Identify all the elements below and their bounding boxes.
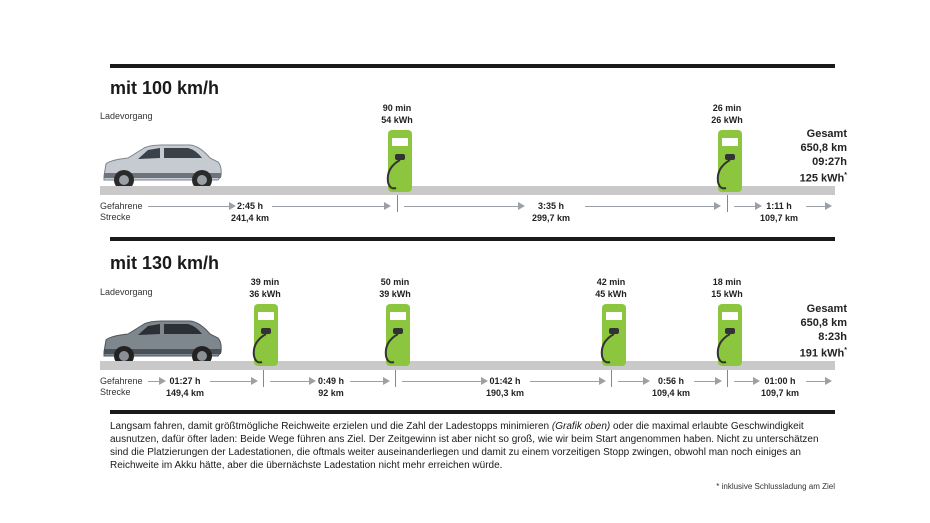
bottom-seg-2-time: 0:49 h — [317, 376, 344, 386]
bottom-arrow-10 — [806, 381, 826, 382]
top-heading: mit 100 km/h — [110, 78, 220, 98]
bottom-total-title: Gesamt — [806, 303, 847, 315]
bottom-seg-2-label — [286, 375, 376, 399]
charger-icon — [710, 128, 750, 194]
top-arrow-6 — [806, 206, 826, 207]
bottom-seg-1-distance: 149,4 km — [165, 388, 205, 398]
top-strecke-line-1: Gefahrene — [100, 201, 143, 211]
bottom-stop-2-time: 50 min — [380, 277, 410, 287]
charger-icon — [378, 302, 418, 368]
top-arrow-4 — [585, 206, 715, 207]
bottom-arrow-8 — [694, 381, 716, 382]
bottom-arrow-6 — [530, 381, 600, 382]
bottom-stop-3-energy: 45 kWh — [595, 289, 627, 299]
bottom-seg-4-time: 0:56 h — [657, 376, 684, 386]
top-seg-1-distance: 241,4 km — [230, 213, 270, 223]
bottom-seg-3-distance: 190,3 km — [485, 388, 525, 398]
top-seg-1-time: 2:45 h — [236, 201, 263, 211]
bottom-stop-1-label — [230, 276, 300, 300]
caption-paragraph — [110, 420, 835, 472]
top-total-title: Gesamt — [806, 128, 847, 140]
bottom-stop-3-label — [576, 276, 646, 300]
top-seg-2-distance: 299,7 km — [531, 213, 571, 223]
caption-rule — [110, 410, 835, 414]
bottom-seg-4-label — [626, 375, 716, 399]
charger-icon — [710, 302, 750, 368]
bottom-arrow-2 — [210, 381, 252, 382]
bottom-seg-1-label — [140, 375, 230, 399]
top-seg-3-time: 1:11 h — [766, 201, 792, 211]
bottom-total-energy: 191 kWh — [799, 347, 845, 360]
bottom-heading: mit 130 km/h — [110, 253, 220, 273]
bottom-strecke-line-1: Gefahrene — [100, 376, 143, 386]
top-seg-2-time: 3:35 h — [537, 201, 564, 211]
bottom-tick-1 — [263, 370, 264, 387]
top-stop-1-energy: 54 kWh — [381, 115, 413, 125]
footnote: * inklusive Schlussladung am Ziel — [716, 482, 835, 491]
bottom-strecke-line-2: Strecke — [100, 387, 131, 397]
bottom-stop-2-label — [360, 276, 430, 300]
top-total — [765, 127, 847, 186]
bottom-tick-3 — [611, 370, 612, 387]
car-illustration-top — [98, 140, 224, 192]
bottom-stop-2-energy: 39 kWh — [379, 289, 411, 299]
top-arrow-3 — [404, 206, 519, 207]
top-strecke-line-2: Strecke — [100, 212, 131, 222]
top-strecke-label — [100, 201, 143, 223]
top-stop-1-time: 90 min — [382, 103, 412, 113]
top-stop-2-time: 26 min — [712, 103, 742, 113]
bottom-stop-4-label — [692, 276, 762, 300]
bottom-total-mark: * — [844, 347, 847, 354]
bottom-stop-4-energy: 15 kWh — [711, 289, 743, 299]
bottom-strecke-label — [100, 376, 143, 398]
bottom-stop-1-energy: 36 kWh — [249, 289, 281, 299]
bottom-stop-4-time: 18 min — [712, 277, 742, 287]
bottom-seg-5-time: 01:00 h — [764, 376, 796, 386]
caption-part-2: oder die maximal erlaubte Geschwindigkeit ausnutzen, dafür öfter laden: Beide Wege führen ans Ziel. Der Zeitgewinn ist aber nicht so groß, wie wir beim Start angenommen haben. Nicht zu unterschätzen sind die Platzierungen der Ladestationen, die oftmals weiter auseinanderliegen und damit zu einem vorzeitigen Stopp zwingen, obwohl man noch einiges an Reichweite im Akku hätte, aber die übernächste Ladestation nicht mehr erreichen würde. — [110, 421, 819, 471]
bottom-total-time: 8:23h — [818, 331, 847, 343]
charger-icon — [594, 302, 634, 368]
top-stop-2-energy: 26 kWh — [711, 115, 743, 125]
bottom-tick-2 — [395, 370, 396, 387]
bottom-seg-1-time: 01:27 h — [169, 376, 201, 386]
top-tick-1 — [397, 195, 398, 212]
top-tick-2 — [727, 195, 728, 212]
bottom-seg-5-distance: 109,7 km — [760, 388, 800, 398]
caption-emphasis: (Grafik oben) — [551, 421, 611, 432]
top-total-time: 09:27h — [812, 156, 847, 168]
top-seg-1-label — [205, 200, 295, 224]
bottom-stop-3-time: 42 min — [596, 277, 626, 287]
bottom-total-distance: 650,8 km — [800, 317, 847, 329]
bottom-rule — [110, 237, 835, 241]
charger-icon — [380, 128, 420, 194]
top-seg-3-distance: 109,7 km — [759, 213, 799, 223]
top-total-distance: 650,8 km — [800, 142, 847, 154]
bottom-seg-4-distance: 109,4 km — [651, 388, 691, 398]
top-seg-3-label — [734, 200, 824, 224]
top-arrow-2 — [272, 206, 385, 207]
charger-icon — [246, 302, 286, 368]
bottom-seg-5-label — [735, 375, 825, 399]
top-total-energy: 125 kWh — [799, 172, 845, 185]
bottom-ladevorgang-label: Ladevorgang — [100, 287, 153, 297]
top-seg-2-label — [506, 200, 596, 224]
bottom-seg-3-label — [460, 375, 550, 399]
bottom-tick-4 — [727, 370, 728, 387]
bottom-stop-1-time: 39 min — [250, 277, 280, 287]
bottom-total — [765, 302, 847, 361]
top-total-mark: * — [844, 172, 847, 179]
bottom-seg-3-time: 01:42 h — [489, 376, 521, 386]
bottom-arrow-4 — [350, 381, 384, 382]
bottom-seg-2-distance: 92 km — [318, 388, 344, 398]
top-rule — [110, 64, 835, 68]
top-stop-2-label — [692, 102, 762, 126]
top-stop-1-label — [362, 102, 432, 126]
top-ladevorgang-label: Ladevorgang — [100, 111, 153, 121]
caption-part-1: Langsam fahren, damit größtmögliche Reichweite erzielen und die Zahl der Ladestopps minimieren — [110, 421, 552, 432]
